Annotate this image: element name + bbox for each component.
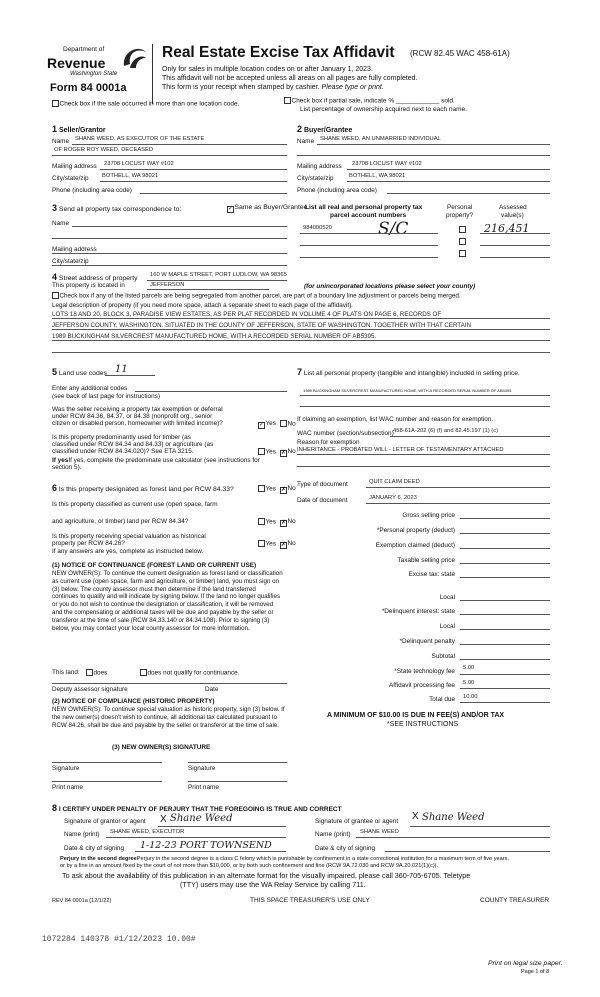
this-land-label: This land: xyxy=(52,669,80,676)
doc-date-label: Date of document xyxy=(297,497,348,504)
legal-line-2[interactable]: JEFFERSON COUNTY, WASHINGTON. SITUATED IN THE COUNTY OF JEFFERSON, STATE OF WASHINGTON. TOGETHER WITH THAT CERTAIN xyxy=(52,322,471,329)
land-use-code[interactable]: 11 xyxy=(115,364,128,375)
exemption-q-2: under RCW 84.36, 84.37, or 84.38 (nonprofit org., senior xyxy=(52,413,213,420)
buyer-mailing[interactable]: 23708 LOCUST WAY #102 xyxy=(352,161,422,167)
land-use-heading: 5 Land use codes xyxy=(52,367,107,377)
buyer-name-label: Name xyxy=(297,138,315,145)
assessed-header-1: Assessed xyxy=(499,204,527,211)
treasurer-space: THIS SPACE TREASURER'S USE ONLY xyxy=(250,897,370,904)
notice2-text: NEW OWNER(S): To continue special valuation as historic property, sign (3) below. If the new owner(s) doesn't wish to continue, all additional tax calculated pursuant to RCW 84.26, shall be due and payable by the seller or transferor at the time of sale. xyxy=(52,706,285,729)
reason-label: Reason for exemption xyxy=(297,439,360,446)
perjury-1: Perjury in the second degreePerjury in the second degree is a class C felony which is punishable by confinement in a state correctional institution for a maximum term of five years, xyxy=(60,856,509,862)
buyer-mailing-label: Mailing address xyxy=(297,163,342,170)
multi-location-checkbox[interactable] xyxy=(52,100,239,108)
forest-q1-no[interactable]: ✗No xyxy=(281,485,296,493)
personal-checkbox-3[interactable] xyxy=(459,250,467,258)
forest-q1-yes[interactable]: Yes xyxy=(258,485,276,493)
see-back-label: (see back of last page for instructions) xyxy=(52,393,160,400)
notice-4: Please type or print. xyxy=(321,84,384,91)
grantee-x: X xyxy=(412,811,419,822)
buyer-city[interactable]: BOTHELL, WA 98021 xyxy=(349,173,406,179)
exemption-label: If claiming an exemption, list WAC number and reason for exemption. xyxy=(297,416,494,423)
calc-personal-label: *Personal property (deduct) xyxy=(376,527,455,534)
owner-print-1-label: Print name xyxy=(52,784,83,791)
grantor-print-name[interactable]: SHANE WEED, EXECUTOR xyxy=(110,829,185,835)
assessed-header-2: value(s) xyxy=(501,212,524,219)
minimum-notice: A MINIMUM OF $10.00 IS DUE IN FEE(S) AND/OR TAX xyxy=(327,712,505,719)
partial-sale-checkbox[interactable]: Check box if partial sale, indicate % ____________ sold. xyxy=(284,97,455,105)
calc-affidavit-label: Affidavit processing fee xyxy=(389,682,455,689)
new-owner-sig-title: (3) NEW OWNER(S) SIGNATURE xyxy=(112,744,211,751)
doc-type-label: Type of document xyxy=(297,481,348,488)
exemption-q-1: Was the seller receiving a property tax exemption or deferral xyxy=(52,406,223,413)
personal-checkbox-1[interactable] xyxy=(459,226,467,234)
calc-affidavit-value[interactable]: 5.00 xyxy=(463,680,475,686)
calc-penalty-label: *Delinquent penalty xyxy=(399,638,455,645)
form-title: Real Estate Excise Tax Affidavit xyxy=(162,44,395,61)
property-heading: 4 Street address of property xyxy=(52,272,138,282)
parcel-header-2: parcel account numbers xyxy=(330,212,407,219)
segregated-checkbox[interactable] xyxy=(52,292,461,300)
revenue-wordmark: Revenue xyxy=(47,55,106,71)
alt-format-1: To ask about the availability of this publication in an alternate format for the visually impaired, please call 360-705-6705. Teletype xyxy=(62,871,471,880)
buyer-city-label: City/state/zip xyxy=(297,175,334,182)
assessed-value-1[interactable]: 216,451 xyxy=(484,222,530,235)
personal-prop-value[interactable]: 1989 BUCKINGHAM SILVERCREST MANUFACTURED HOME, WITH A RECORDED SERIAL NUMBER OF AB5395 xyxy=(303,388,512,393)
timber-q-1: Is this property predominantly used for timber (as xyxy=(52,434,191,441)
calc-taxable-label: Taxable selling price xyxy=(397,557,455,564)
if-yes-1: If yesIf yes, complete the predominate use calculator (see instructions for xyxy=(52,457,260,464)
exemption-yes-checkbox[interactable]: ✓Yes xyxy=(259,420,276,428)
calc-local2-label: Local xyxy=(439,623,455,630)
timber-q-2: classified under RCW 84.34 and 84.33) or agriculture (as xyxy=(52,441,214,448)
property-unincorporated: (for unincorporated locations please select your county) xyxy=(304,283,476,290)
grantee-signature[interactable]: Shane Weed xyxy=(422,812,485,823)
tax-corr-mailing-label: Mailing address xyxy=(52,246,97,253)
additional-codes-label: Enter any additional codes xyxy=(52,385,128,392)
grantor-print-label: Name (print) xyxy=(64,831,100,838)
same-as-buyer-checkbox[interactable]: ✓Same as Buyer/Grantee xyxy=(228,204,308,212)
seller-city-label: City/state/zip xyxy=(52,175,89,182)
grantor-x: X xyxy=(160,814,167,825)
forest-q2-1: Is this property classified as current use (open space, farm xyxy=(52,501,218,508)
legal-paper-note: Print on legal size paper. xyxy=(488,960,563,967)
owner-print-2-label: Print name xyxy=(188,784,219,791)
stamp-line: 1072284 140378 #1/12/2023 10.00# xyxy=(42,935,196,944)
property-county[interactable]: JEFFERSON xyxy=(150,282,185,288)
legal-line-1[interactable]: LOTS 18 AND 20, BLOCK 3, PARADISE VIEW ESTATES, AS PER PLAT RECORDED IN VOLUME 4 OF PLATS ON PAGE 6, RECORDS OF xyxy=(52,311,442,318)
calc-total-value[interactable]: 10.00 xyxy=(463,694,478,700)
forest-q2-no[interactable]: ✗No xyxy=(281,518,296,526)
perjury-2: or by a fine in an amount fixed by the court of not more than $10,000, or by both such confinement and fine (RCW 9A.72.030 and RCW 9A.20.021(1)(c)). xyxy=(60,863,439,869)
seller-name-1[interactable]: SHANE WEED, AS EXECUTOR OF THE ESTATE xyxy=(75,136,205,142)
notice1-text: NEW OWNER(S): To continue the current designation as forest land or classification as current use (open space, farm and agriculture, or timber) land, you must sign on (3) below. The county assessor must then determine if the land transferred continues to qualify and will indicate by signing below. If the land no longer qualifies or you do not wish to continue the designation or classification, it will be removed and the compensating or additional taxes will be due and payable by the seller or transferor at the time of sale (RCW 84.33.140 or 84.34.108). Prior to signing (3) below, you may contact your local county assessor for more information. xyxy=(52,570,283,632)
owner-sig-1-label: Signature xyxy=(52,765,80,772)
see-instructions: *SEE INSTRUCTIONS xyxy=(387,721,459,728)
header-divider xyxy=(152,44,153,104)
seller-mailing[interactable]: 23708 LOCUST WAY #102 xyxy=(104,161,174,167)
seller-phone-label: Phone (including area code) xyxy=(52,187,132,194)
tax-corr-name-label: Name xyxy=(52,220,70,227)
legal-label: Legal description of property (if you need more space, attach a separate sheet to each page of the affidavit). xyxy=(52,302,353,309)
multi-location-label: Check box if the sale occurred in more than one location code. xyxy=(59,100,240,108)
calc-total-label: Total due xyxy=(429,696,455,703)
timber-no-checkbox[interactable]: ✗No xyxy=(281,448,296,456)
calc-subtotal-label: Subtotal xyxy=(431,653,455,660)
deputy-date-label: Date xyxy=(205,686,219,693)
page-number: Page 1 of 8 xyxy=(521,969,550,975)
exemption-q-3: citizen or disabled person, homeowner with limited income)? xyxy=(52,420,223,427)
segregated-label: Check box if any of the listed parcels are being segregated from another parcel, are part of a boundary line adjustment or parcels being merged. xyxy=(59,292,461,300)
county-treasurer: COUNTY TREASURER xyxy=(480,897,550,904)
any-yes-label: If any answers are yes, complete as instructed below. xyxy=(52,548,204,555)
rev-number: REV 84 0001a (12/1/22) xyxy=(52,898,112,904)
seller-city[interactable]: BOTHELL, WA 98021 xyxy=(102,173,159,179)
seller-name-2[interactable]: OF ROGER ROY WEED, DECEASED xyxy=(54,147,154,153)
grantor-date-city[interactable]: 1-12-23 PORT TOWNSEND xyxy=(140,840,272,851)
parcel-header-1: List all real and personal property tax xyxy=(305,204,423,211)
timber-yes-checkbox[interactable]: Yes xyxy=(258,448,276,456)
forest-q2-yes[interactable]: Yes xyxy=(258,518,276,526)
grantee-print-name[interactable]: SHANE WEED xyxy=(360,829,399,835)
partial-sold-label: sold. xyxy=(441,97,455,105)
legal-line-3[interactable]: 1989 BUCKINGHAM SILVERCREST MANUFACTURED HOME, WITH A RECORDED SERIAL NUMBER OF AB5395. xyxy=(52,333,377,340)
deputy-sig-label: Deputy assessor signature xyxy=(52,686,128,693)
notice2-title: (2) NOTICE OF COMPLIANCE (HISTORIC PROPERTY) xyxy=(52,698,215,705)
timber-q-3: classified under RCW 84.34.020)? See ETA 3215. xyxy=(52,448,194,455)
calc-exemption-label: Exemption claimed (deduct) xyxy=(375,542,455,549)
grantor-sig-label: Signature of grantor or agent xyxy=(64,818,146,825)
tax-corr-city-label: City/state/zip xyxy=(52,258,89,265)
forest-q3-1: Is this property receiving special valuation as historical xyxy=(52,533,206,540)
calc-local-label: Local xyxy=(439,594,455,601)
grantee-date-label: Date & city of signing xyxy=(315,845,376,852)
notice1-title: (1) NOTICE OF CONTINUANCE (FOREST LAND OR CURRENT USE) xyxy=(52,562,257,569)
personal-header-2: property? xyxy=(446,212,473,219)
owner-sig-2-label: Signature xyxy=(188,765,216,772)
property-located-label: This property is located in xyxy=(52,282,125,289)
wac-label: WAC number (section/subsection) xyxy=(297,430,394,437)
buyer-heading: 2 Buyer/Grantee xyxy=(297,124,353,134)
forest-q3-yes[interactable]: Yes xyxy=(258,540,276,548)
personal-prop-heading: 7 List all personal property (tangible and intangible) included in selling price. xyxy=(297,367,520,377)
grantee-sig-label: Signature of grantee or agent xyxy=(315,818,399,825)
reason-value[interactable]: INHERITANCE - PROBATED WILL - LETTER OF TESTAMENTARY ATTACHED xyxy=(297,447,504,453)
forest-q3-no[interactable]: ✗No xyxy=(281,540,296,548)
grantor-signature[interactable]: Shane Weed xyxy=(170,813,233,824)
notice-3: This form is your receipt when stamped by cashier. Please type or print. xyxy=(162,84,384,91)
forest-q2-2: and agriculture, or timber) land per RCW 84.34? xyxy=(52,518,189,525)
grantee-print-label: Name (print) xyxy=(315,831,351,838)
form-number: Form 84 0001a xyxy=(50,82,127,94)
buyer-name-1[interactable]: SHANE WEED, AN UNMARRIED INDIVIDUAL xyxy=(320,136,441,142)
form-citation: (RCW 82.45 WAC 458-61A) xyxy=(410,49,510,58)
doc-type-value[interactable]: QUIT CLAIM DEED xyxy=(369,479,420,485)
same-as-buyer-label: Same as Buyer/Grantee xyxy=(234,204,308,211)
state-line: Washington State xyxy=(70,71,118,77)
certify-heading: 8 I CERTIFY UNDER PENALTY OF PERJURY THAT THE FOREGOING IS TRUE AND CORRECT xyxy=(52,803,342,813)
ownership-note: List percentage of ownership acquired next to each name. xyxy=(300,106,467,113)
does-checkbox[interactable]: does xyxy=(86,669,107,677)
forest-q1: 6 Is this property designated as forest land per RCW 84.33? xyxy=(52,483,234,493)
buyer-phone-label: Phone (including area code) xyxy=(297,187,377,194)
property-street[interactable]: 160 W MAPLE STREET, PORT LUDLOW, WA 98365 xyxy=(150,272,287,278)
alt-format-2: (TTY) users may use the WA Relay Service by calling 711. xyxy=(180,880,366,889)
exemption-no-checkbox[interactable]: No xyxy=(280,420,296,428)
grantor-date-label: Date & city of signing xyxy=(64,845,125,852)
personal-checkbox-2[interactable] xyxy=(459,238,467,246)
parcel-mark: S/C xyxy=(378,219,409,239)
wac-value[interactable]: 458-61A-202 (6) (f) and 82.45.197 (1) (c) xyxy=(393,428,499,434)
calc-excise-label: Excise tax: state xyxy=(408,571,455,578)
notice-2: This affidavit will not be accepted unless all areas on all pages are fully completed. xyxy=(162,75,418,82)
notice-1: Only for sales in multiple location codes on or after January 1, 2023. xyxy=(162,66,373,73)
calc-gross-label: Gross selling price xyxy=(402,512,455,519)
calc-tech-label: *State technology fee xyxy=(394,668,455,675)
calc-delinquent-state-label: *Delinquent interest: state xyxy=(381,608,455,615)
seller-mailing-label: Mailing address xyxy=(52,163,97,170)
dept-line: Department of xyxy=(63,46,105,53)
seller-heading: 1 Seller/Grantor xyxy=(52,124,106,134)
partial-sale-label: Check box if partial sale, indicate % xyxy=(291,97,395,105)
parcel-number-1[interactable]: 984000520 xyxy=(303,225,333,231)
calc-tech-value[interactable]: 5.00 xyxy=(463,665,475,671)
personal-header-1: Personal xyxy=(447,204,473,211)
does-not-checkbox[interactable]: does not qualify for continuance. xyxy=(140,669,240,677)
seller-name-label: Name xyxy=(52,138,70,145)
logo-icon xyxy=(118,44,148,75)
if-yes-2: section 5). xyxy=(52,464,82,471)
doc-date-value[interactable]: JANUARY 6, 2023 xyxy=(369,495,417,501)
tax-corr-heading: 3 Send all property tax correspondence to: xyxy=(52,203,182,213)
forest-q3-2: property per RCW 84.26? xyxy=(52,540,125,547)
